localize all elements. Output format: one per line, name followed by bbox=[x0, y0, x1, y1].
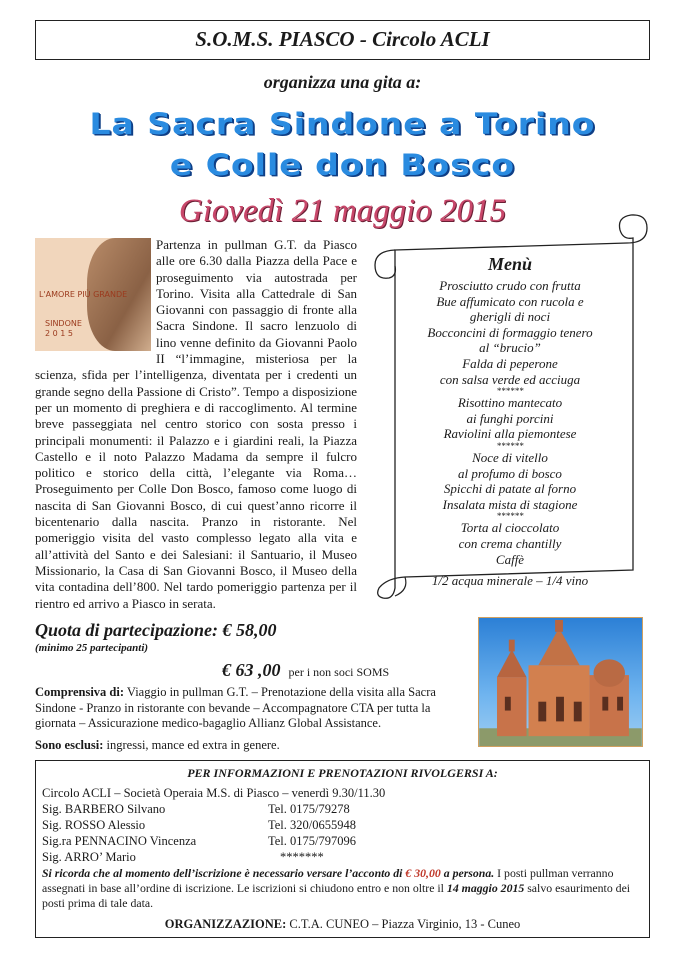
deposit-note-text: I posti pullman verranno assegnati in base all’ordine di iscrizione. Le iscrizioni si chiudono entro e non oltre il bbox=[42, 866, 614, 895]
excluded-services bbox=[35, 738, 280, 753]
header-title: S.O.M.S. PIASCO - Circolo ACLI bbox=[195, 27, 490, 51]
price-main: Quota di partecipazione: € 58,00 bbox=[35, 620, 277, 640]
contact-phone: Tel. 320/0655948 bbox=[268, 818, 357, 832]
deposit-note-bold2: a persona. bbox=[443, 866, 495, 880]
menu-item: Risottino mantecato bbox=[457, 395, 563, 411]
menu-item: ai funghi porcini bbox=[466, 410, 554, 426]
circolo-line: Circolo ACLI – Società Operaia M.S. di Piasco – venerdì 9.30/11.30 bbox=[42, 786, 386, 800]
menu-item: Spicchi di patate al forno bbox=[443, 481, 577, 497]
price-non-members-label: per i non soci SOMS bbox=[288, 665, 390, 679]
contact-phone: ******* bbox=[280, 850, 324, 864]
menu-item: con salsa verde ed acciuga bbox=[439, 371, 581, 387]
contact-name: Sig. ROSSO Alessio bbox=[42, 818, 146, 832]
menu-separator: ****** bbox=[496, 440, 524, 451]
contact-phone: Tel. 0175/797096 bbox=[268, 834, 357, 848]
menu-drinks: 1/2 acqua minerale – 1/4 vino bbox=[431, 573, 589, 589]
menu-item: gherigli di noci bbox=[469, 309, 551, 325]
info-heading: PER INFORMAZIONI E PRENOTAZIONI RIVOLGERSI A: bbox=[187, 766, 498, 780]
menu-item: Falda di peperone bbox=[462, 355, 558, 371]
price-non-members bbox=[222, 660, 389, 681]
sindone-poster-image bbox=[35, 238, 151, 351]
menu-separator: ****** bbox=[496, 386, 524, 397]
menu-separator: ****** bbox=[496, 511, 524, 522]
organizer-text: C.T.A. CUNEO – Piazza Virginio, 13 - Cuneo bbox=[289, 917, 521, 931]
contact-name: Sig. BARBERO Silvano bbox=[42, 802, 166, 816]
organizer-label: ORGANIZZAZIONE: bbox=[164, 917, 287, 931]
menu-item: Insalata mista di stagione bbox=[442, 496, 578, 512]
event-title-line2: e Colle don Bosco bbox=[169, 146, 516, 183]
menu-title: Menù bbox=[487, 254, 532, 274]
menu-list bbox=[385, 252, 635, 589]
deadline-date: 14 maggio 2015 bbox=[446, 881, 525, 895]
menu-item: Torta al cioccolato bbox=[460, 520, 560, 536]
itinerary-text: Partenza in pullman G.T. da Piasco alle ore 6.30 dalla Piazza della Pace e proseguimento via autostrada per Torino. Visita alla Cattedrale di San Giovanni con passaggio di fronte alla Sacra Sindone. Il sacro lenzuolo di lino venne definito da Giovanni Paolo II “l’immagine, misteriosa per la scienza, sfida per l’intelligenza, diventata per i credenti un grande segno della Passione di Cristo”. Tempo a disposizione per un momento di preghiera e di raccoglimento. Al termine breve passeggiata nel centro storico con sosta presso i principali monumenti: il Palazzo e i giardini reali, la Piazza Castello e il noto Palazzo Madama da sempre il fulcro politico e storico della città, l’elegante via Roma… Proseguimento per Colle Don Bosco, famoso come luogo di nascita di San Giovanni Bosco, di cui quest’anno ricorre il bicentenario dalla nascita. Pranzo in ristorante. Nel pomeriggio visita del vasto complesso legato alla vita e all’attività del Santo e dei Salesiani: il Santuario, il Museo Missionario, la Casa di San Giovanni Bosco, il Museo della vita contadina dell’800. Nel tardo pomeriggio partenza per il rientro ed arrivo a Piasco in serata. bbox=[35, 237, 357, 611]
contact-phone: Tel. 0175/79278 bbox=[268, 802, 350, 816]
event-title-line1: La Sacra Sindone a Torino bbox=[89, 105, 596, 142]
deposit-note bbox=[42, 866, 640, 911]
excluded-text: ingressi, mance ed extra in genere. bbox=[106, 738, 280, 752]
menu-item: al “brucio” bbox=[479, 340, 541, 356]
menu-item: Noce di vitello bbox=[472, 449, 548, 465]
min-participants: (minimo 25 partecipanti) bbox=[35, 642, 149, 654]
menu-item: Caffè bbox=[495, 551, 525, 567]
menu-item: Bocconcini di formaggio tenero bbox=[427, 324, 593, 340]
contact-name: Sig. ARRO’ Mario bbox=[42, 850, 136, 864]
basilica-photo bbox=[478, 617, 643, 747]
event-date: Giovedì 21 maggio 2015 bbox=[178, 193, 507, 229]
included-label: Comprensiva di: bbox=[35, 685, 125, 699]
organizer-line bbox=[35, 917, 650, 932]
poster-year: 2 0 1 5 bbox=[45, 329, 73, 338]
deposit-note-bold: Si ricorda che al momento dell’iscrizione è necessario versare l’acconto di bbox=[42, 866, 403, 880]
deposit-amount: € 30,00 bbox=[405, 866, 441, 880]
menu-item: con crema chantilly bbox=[458, 535, 562, 551]
header-title-box bbox=[35, 20, 650, 60]
price-non-members-value: € 63 ,00 bbox=[222, 660, 281, 680]
menu-item: Bue affumicato con rucola e bbox=[436, 293, 584, 309]
deposit-note-end: salvo esaurimento dei posti prima di tale data. bbox=[42, 881, 631, 910]
contact-name: Sig.ra PENNACINO Vincenza bbox=[42, 834, 197, 848]
poster-slogan: L'AMORE PIÙ GRANDE bbox=[39, 290, 128, 299]
excluded-label: Sono esclusi: bbox=[35, 738, 104, 752]
menu-item: Raviolini alla piemontese bbox=[443, 426, 577, 442]
poster-sindone: SINDONE bbox=[45, 319, 82, 328]
included-services bbox=[35, 685, 470, 732]
included-text: Viaggio in pullman G.T. – Prenotazione della visita alla Sacra Sindone - Pranzo in ristorante con bevande – Accompagnatore CTA per tutta la giornata – Assicurazione medico-bagaglio Allianz Global Assistance. bbox=[35, 685, 436, 730]
menu-item: al profumo di bosco bbox=[458, 465, 562, 481]
menu-item: Prosciutto crudo con frutta bbox=[439, 278, 581, 293]
intro-text: organizza una gita a: bbox=[263, 72, 422, 92]
